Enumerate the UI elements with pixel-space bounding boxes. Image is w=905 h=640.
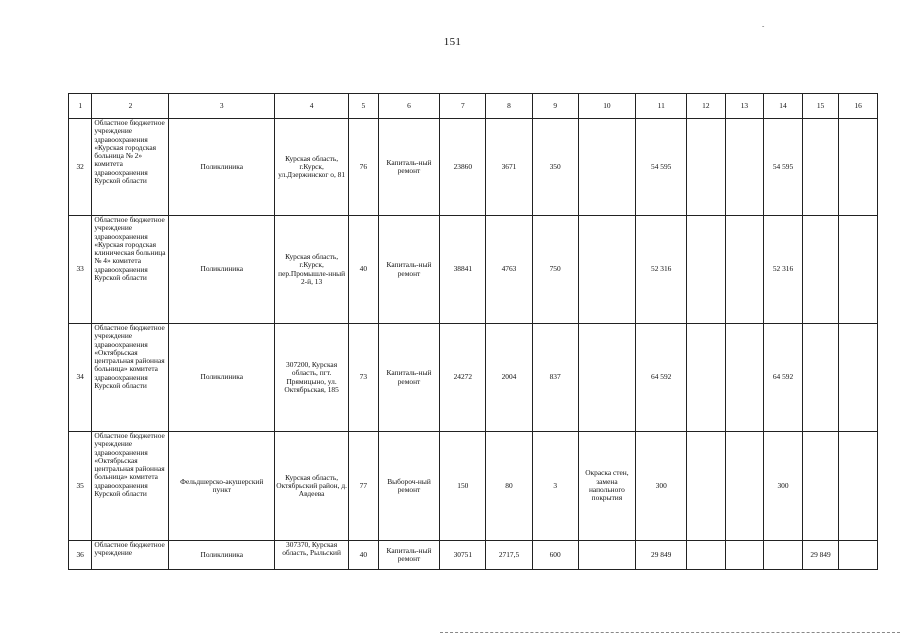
facility-type: Фельдшерско-акушерский пункт: [169, 432, 275, 541]
column-header: 5: [349, 94, 378, 119]
table-cell: [687, 119, 726, 216]
row-number: 32: [69, 119, 92, 216]
column-header: 2: [92, 94, 169, 119]
column-header: 1: [69, 94, 92, 119]
scan-edge-divider: [440, 632, 900, 635]
works-description: [578, 119, 636, 216]
table-cell: 29 849: [802, 541, 839, 570]
table-cell: 24272: [440, 324, 486, 432]
row-number: 36: [69, 541, 92, 570]
column-header: 14: [764, 94, 803, 119]
facility-address: 307370, Курская область, Рыльский: [275, 541, 349, 570]
row-number: 34: [69, 324, 92, 432]
table-cell: [802, 216, 839, 324]
institution-name: Областное бюджетное учреждение: [92, 541, 169, 570]
institution-name: Областное бюджетное учреждение здравоохранения «Октябрьская центральная районная больница» комитета здравоохранения Курской области: [92, 432, 169, 541]
corner-mark: -: [762, 22, 765, 30]
cost-year: 64 592: [764, 324, 803, 432]
table-row: [69, 541, 878, 570]
repair-type: Капиталь-ный ремонт: [378, 119, 440, 216]
repair-type: Капиталь-ный ремонт: [378, 541, 440, 570]
repair-type: Капиталь-ный ремонт: [378, 324, 440, 432]
cost-total: 54 595: [636, 119, 687, 216]
column-header: 11: [636, 94, 687, 119]
institution-name: Областное бюджетное учреждение здравоохранения «Курская городская клиническая больница № 4» комитета здравоохранения Курской области: [92, 216, 169, 324]
table-cell: [839, 324, 878, 432]
facility-type: Поликлиника: [169, 541, 275, 570]
table-cell: [839, 216, 878, 324]
table-row: [69, 432, 878, 541]
table-cell: [725, 324, 764, 432]
column-header: 9: [532, 94, 578, 119]
table-row: [69, 119, 878, 216]
table-cell: 3671: [486, 119, 533, 216]
table-cell: [725, 432, 764, 541]
table-cell: [687, 432, 726, 541]
table-cell: 600: [532, 541, 578, 570]
cost-total: 29 849: [636, 541, 687, 570]
table-cell: [802, 324, 839, 432]
table-cell: 80: [486, 432, 533, 541]
header-row: [69, 94, 878, 119]
column-header: 4: [275, 94, 349, 119]
table-row: [69, 324, 878, 432]
facility-type: Поликлиника: [169, 216, 275, 324]
cost-total: 52 316: [636, 216, 687, 324]
table-cell: [687, 324, 726, 432]
column-header: 7: [440, 94, 486, 119]
table-cell: 3: [532, 432, 578, 541]
facility-type: Поликлиника: [169, 324, 275, 432]
column-header: 16: [839, 94, 878, 119]
column-header: 13: [725, 94, 764, 119]
row-number: 35: [69, 432, 92, 541]
table-row: [69, 216, 878, 324]
table-cell: [725, 541, 764, 570]
cost-year: [764, 541, 803, 570]
table-cell: [725, 216, 764, 324]
row-number: 33: [69, 216, 92, 324]
table-cell: 77: [349, 432, 378, 541]
works-description: [578, 216, 636, 324]
works-description: [578, 324, 636, 432]
facility-address: Курская область, Октябрьский район, д. Авдеева: [275, 432, 349, 541]
column-header: 12: [687, 94, 726, 119]
table-cell: 4763: [486, 216, 533, 324]
works-description: Окраска стен, замена напольного покрытия: [578, 432, 636, 541]
repair-type: Капиталь-ный ремонт: [378, 216, 440, 324]
table-cell: [839, 432, 878, 541]
table-cell: 30751: [440, 541, 486, 570]
cost-total: 64 592: [636, 324, 687, 432]
table-cell: [839, 541, 878, 570]
institution-name: Областное бюджетное учреждение здравоохранения «Курская городская больница № 2» комитета здравоохранения Курской области: [92, 119, 169, 216]
table-cell: [802, 119, 839, 216]
cost-year: 54 595: [764, 119, 803, 216]
repair-type: Выбороч-ный ремонт: [378, 432, 440, 541]
table-cell: 2004: [486, 324, 533, 432]
table-cell: 2717,5: [486, 541, 533, 570]
table-cell: [687, 541, 726, 570]
table-cell: [687, 216, 726, 324]
table-cell: [839, 119, 878, 216]
table-cell: 40: [349, 541, 378, 570]
page-number: 151: [443, 36, 462, 48]
table-cell: 750: [532, 216, 578, 324]
table-cell: 38841: [440, 216, 486, 324]
cost-year: 52 316: [764, 216, 803, 324]
table-cell: 73: [349, 324, 378, 432]
table-cell: 350: [532, 119, 578, 216]
table-cell: [802, 432, 839, 541]
institution-name: Областное бюджетное учреждение здравоохранения «Октябрьская центральная районная больница» комитета здравоохранения Курской области: [92, 324, 169, 432]
table-cell: 837: [532, 324, 578, 432]
column-header: 10: [578, 94, 636, 119]
table-cell: 40: [349, 216, 378, 324]
cost-year: 300: [764, 432, 803, 541]
facility-address: Курская область, г.Курск, пер.Промышле-нный 2-й, 13: [275, 216, 349, 324]
facility-type: Поликлиника: [169, 119, 275, 216]
works-description: [578, 541, 636, 570]
table-cell: 76: [349, 119, 378, 216]
cost-total: 300: [636, 432, 687, 541]
column-header: 8: [486, 94, 533, 119]
table-cell: 23860: [440, 119, 486, 216]
facility-address: 307200, Курская область, пгт. Прямицыно, ул. Октябрьская, 185: [275, 324, 349, 432]
table-cell: [725, 119, 764, 216]
column-header: 15: [802, 94, 839, 119]
table-cell: 150: [440, 432, 486, 541]
column-header: 6: [378, 94, 440, 119]
facilities-table: [68, 93, 878, 570]
column-header: 3: [169, 94, 275, 119]
facility-address: Курская область, г.Курск, ул.Дзержинског о, 81: [275, 119, 349, 216]
